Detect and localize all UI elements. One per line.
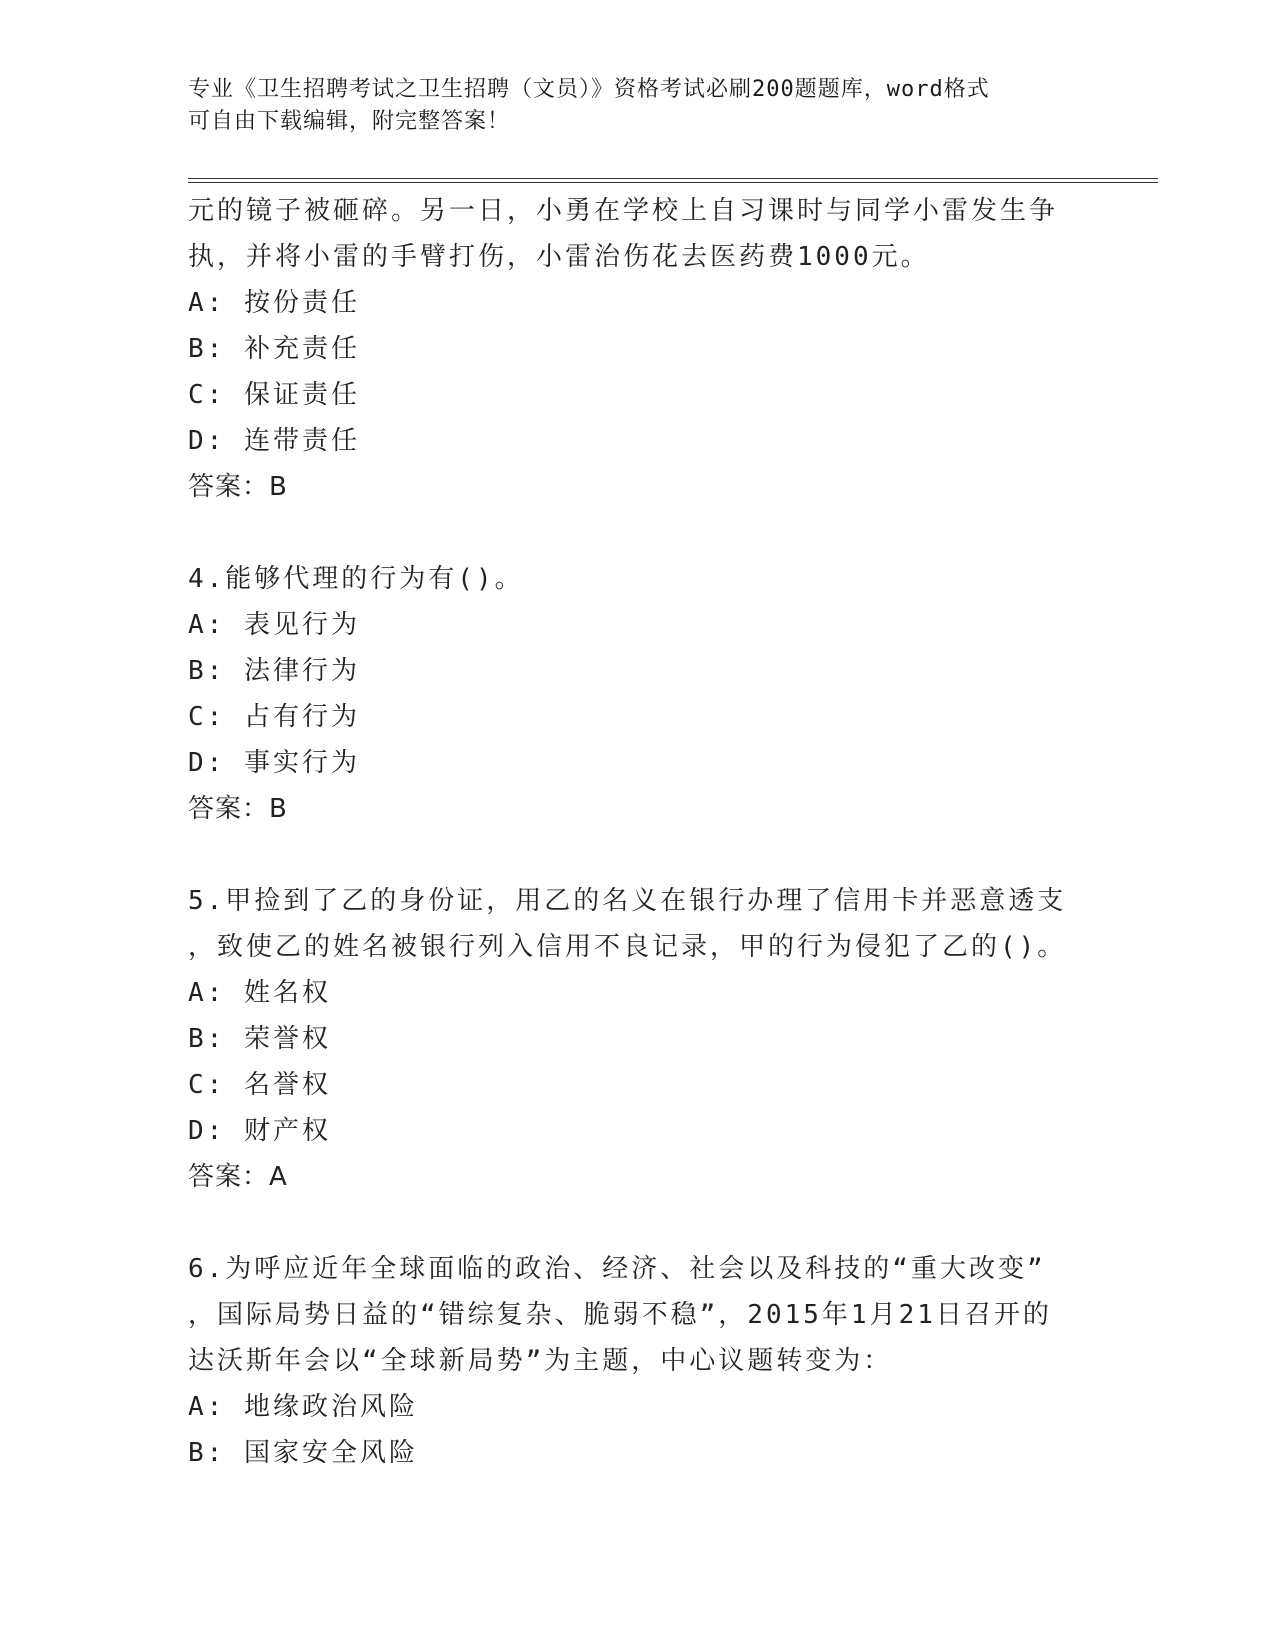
question-6 <box>188 1246 1088 1476</box>
question-text: 4.能够代理的行为有()。 <box>188 564 524 594</box>
option-a: A: 按份责任 <box>188 288 360 318</box>
question-text: 6.为呼应近年全球面临的政治、经济、社会以及科技的“重大改变” <box>188 1254 1046 1284</box>
question-text: 元的镜子被砸碎。另一日，小勇在学校上自习课时与同学小雷发生争 <box>188 196 1059 226</box>
question-text: 执，并将小雷的手臂打伤，小雷治伤花去医药费1000元。 <box>188 242 930 272</box>
answer: 答案：B <box>188 794 288 824</box>
option-b: B: 国家安全风险 <box>188 1438 418 1468</box>
header-divider <box>188 178 1158 183</box>
header-line-2: 可自由下载编辑，附完整答案！ <box>188 109 511 134</box>
question-text: 达沃斯年会以“全球新局势”为主题，中心议题转变为： <box>188 1346 893 1376</box>
question-3 <box>188 188 1088 510</box>
spacer <box>188 1200 1088 1246</box>
spacer <box>188 832 1088 878</box>
option-c: C: 占有行为 <box>188 702 360 732</box>
option-b: B: 补充责任 <box>188 334 360 364</box>
option-d: D: 连带责任 <box>188 426 360 456</box>
question-text: ，国际局势日益的“错综复杂、脆弱不稳”，2015年1月21日召开的 <box>188 1300 1052 1330</box>
option-a: A: 姓名权 <box>188 978 331 1008</box>
header-line-1: 专业《卫生招聘考试之卫生招聘（文员）》资格考试必刷200题题库，word格式 <box>188 77 990 102</box>
spacer <box>188 510 1088 556</box>
answer: 答案：B <box>188 472 288 502</box>
option-b: B: 荣誉权 <box>188 1024 331 1054</box>
question-text: 5.甲捡到了乙的身份证，用乙的名义在银行办理了信用卡并恶意透支 <box>188 886 1067 916</box>
question-5 <box>188 878 1088 1200</box>
option-c: C: 保证责任 <box>188 380 360 410</box>
option-d: D: 财产权 <box>188 1116 331 1146</box>
question-content <box>188 188 1088 1476</box>
option-d: D: 事实行为 <box>188 748 360 778</box>
option-c: C: 名誉权 <box>188 1070 331 1100</box>
document-header <box>188 74 1068 138</box>
answer: 答案：A <box>188 1162 288 1192</box>
option-a: A: 地缘政治风险 <box>188 1392 418 1422</box>
option-a: A: 表见行为 <box>188 610 360 640</box>
option-b: B: 法律行为 <box>188 656 360 686</box>
question-text: ，致使乙的姓名被银行列入信用不良记录，甲的行为侵犯了乙的()。 <box>188 932 1067 962</box>
question-4 <box>188 556 1088 832</box>
